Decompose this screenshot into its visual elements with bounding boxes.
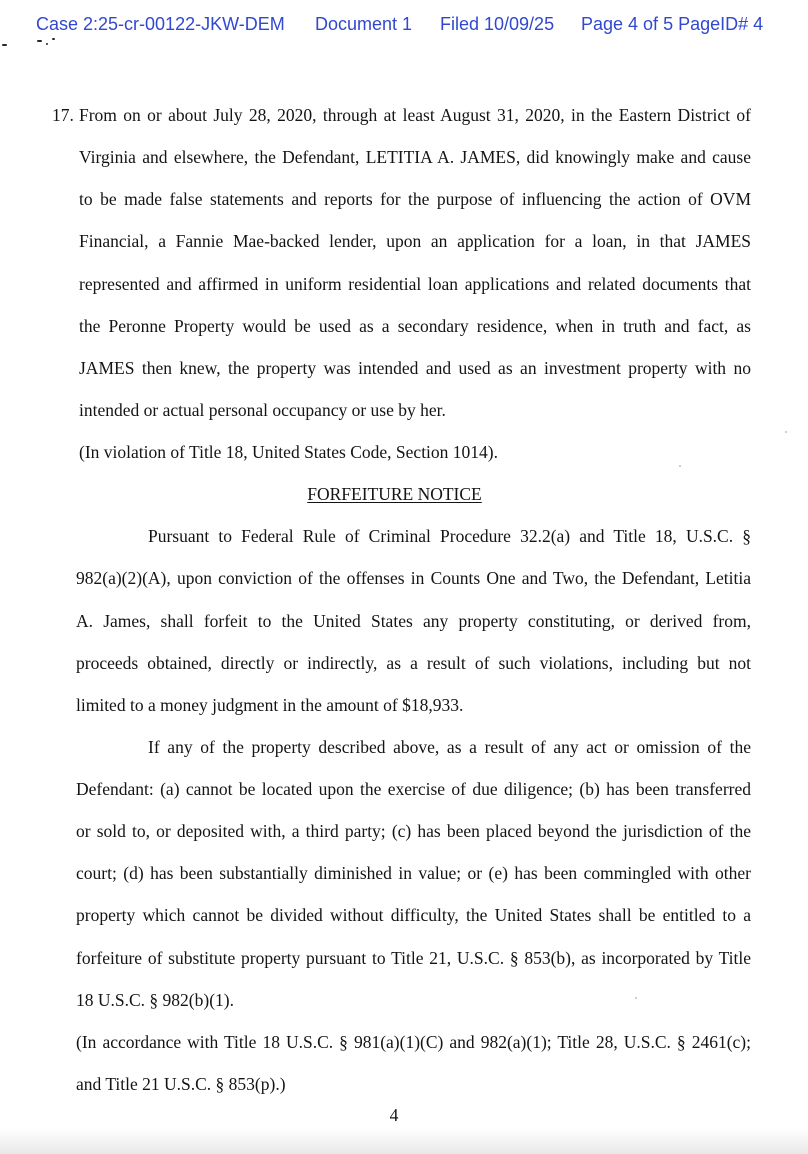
page-id: Page 4 of 5 PageID# 4 — [581, 14, 764, 34]
forfeiture-paragraph-1-line: 982(a)(2)(A), upon conviction of the offenses in Counts One and Two, the Defendant, Letitia — [76, 568, 751, 589]
document-body — [0, 94, 808, 1105]
forfeiture-paragraph-2-line: property which cannot be divided without difficulty, the United States shall be entitled to a — [76, 905, 751, 926]
paragraph-number: 17. — [52, 105, 74, 125]
paragraph-17-line: to be made false statements and reports for the purpose of influencing the action of OVM — [79, 189, 751, 210]
forfeiture-paragraph-2-line: court; (d) has been substantially diminished in value; or (e) has been commingled with other — [76, 863, 751, 884]
authority-citation-line: and Title 21 U.S.C. § 853(p).) — [76, 1073, 286, 1094]
authority-citation-line: (In accordance with Title 18 U.S.C. § 981(a)(1)(C) and 982(a)(1); Title 28, U.S.C. § 2461(c); — [76, 1031, 751, 1052]
forfeiture-paragraph-1-line: A. James, shall forfeit to the United States any property constituting, or derived from, — [76, 610, 751, 631]
paragraph-17-line: intended or actual personal occupancy or use by her. — [79, 399, 446, 420]
forfeiture-paragraph-2-line: forfeiture of substitute property pursuant to Title 21, U.S.C. § 853(b), as incorporated by Title — [76, 947, 751, 968]
paragraph-17-line: JAMES then knew, the property was intended and used as an investment property with no — [79, 357, 751, 378]
page-bottom-shadow — [0, 1128, 808, 1154]
scan-speck — [37, 40, 42, 42]
forfeiture-paragraph-2-line: or sold to, or deposited with, a third party; (c) has been placed beyond the jurisdiction of the — [76, 821, 751, 842]
case-number: Case 2:25-cr-00122-JKW-DEM — [36, 14, 285, 34]
scan-speck — [52, 38, 55, 40]
forfeiture-paragraph-2-line: 18 U.S.C. § 982(b)(1). — [76, 989, 234, 1010]
scan-speck — [46, 43, 48, 45]
paragraph-17-text: From on or about July 28, 2020, through at least August 31, 2020, in the Eastern District of — [79, 105, 751, 125]
violation-citation: (In violation of Title 18, United States Code, Section 1014). — [79, 442, 499, 462]
paragraph-17-line: Virginia and elsewhere, the Defendant, LETITIA A. JAMES, did knowingly make and cause — [79, 147, 751, 168]
forfeiture-paragraph-1-line: limited to a money judgment in the amount of $18,933. — [76, 694, 464, 715]
forfeiture-paragraph-2-line: Defendant: (a) cannot be located upon the exercise of due diligence; (b) has been transferred — [76, 779, 751, 799]
forfeiture-paragraph-1-line: proceeds obtained, directly or indirectly, as a result of such violations, including but not — [76, 652, 751, 673]
scan-speck — [2, 44, 7, 46]
paragraph-17-line: Financial, a Fannie Mae-backed lender, upon an application for a loan, in that JAMES — [79, 231, 751, 252]
page-number: 4 — [389, 1105, 399, 1125]
paragraph-17-line: the Peronne Property would be used as a secondary residence, when in truth and fact, as — [79, 315, 751, 336]
paragraph-17-line — [52, 94, 751, 136]
forfeiture-paragraph-1-line: Pursuant to Federal Rule of Criminal Procedure 32.2(a) and Title 18, U.S.C. § — [148, 526, 751, 547]
document-number: Document 1 — [315, 14, 413, 34]
filed-date: Filed 10/09/25 — [440, 14, 555, 34]
paragraph-17-line: represented and affirmed in uniform residential loan applications and related documents that — [79, 273, 751, 294]
heading-text: FORFEITURE NOTICE — [307, 484, 482, 505]
forfeiture-paragraph-2-line: If any of the property described above, as a result of any act or omission of the — [148, 736, 751, 757]
forfeiture-notice-heading — [0, 473, 789, 515]
